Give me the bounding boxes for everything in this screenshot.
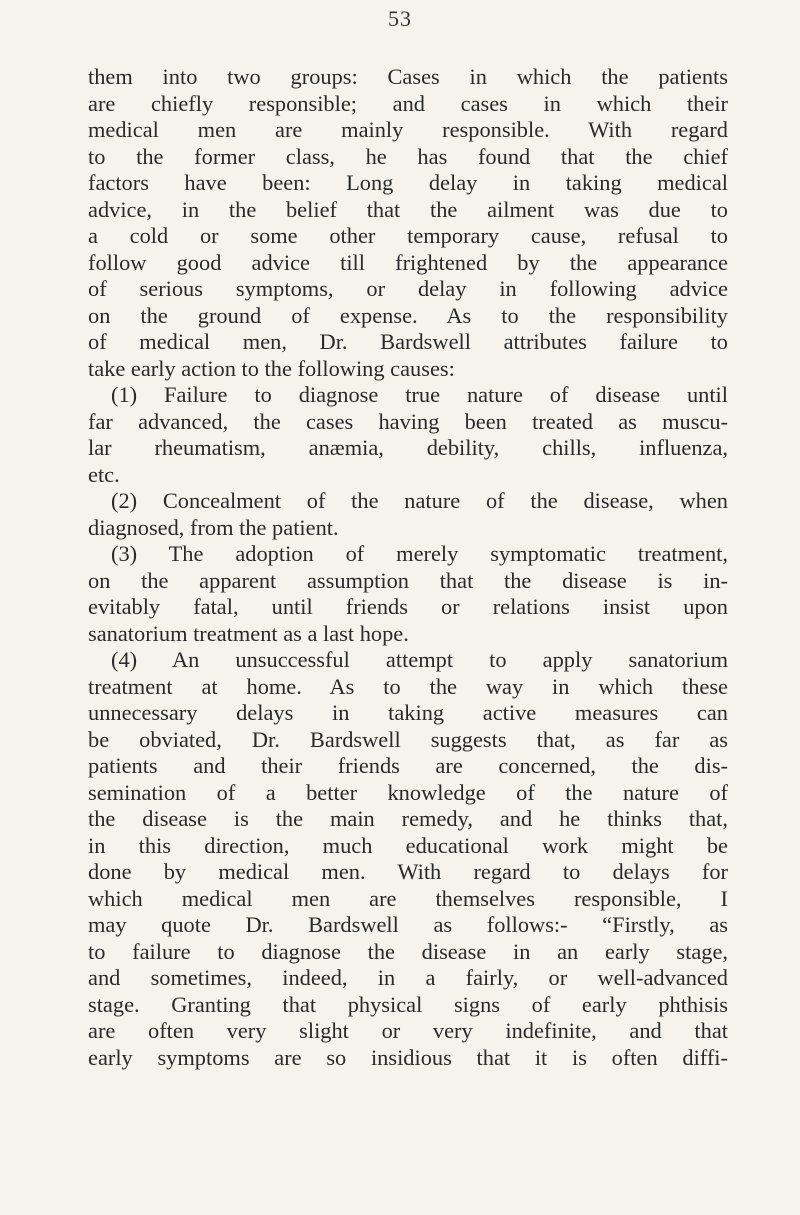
text-line: of serious symptoms, or delay in following advice [88,276,728,301]
text-line: done by medical men. With regard to delays for [88,859,728,884]
text-line: of medical men, Dr. Bardswell attributes failure to [88,329,728,354]
text-line: be obviated, Dr. Bardswell suggests that, as far as [88,726,728,752]
text-line: in this direction, much educational work might be [88,832,728,858]
text-line: patients and their friends are concerned, the dis- [88,753,728,778]
text-line: advice, in the belief that the ailment was due to [88,196,728,222]
text-line: semination of a better knowledge of the nature of [88,779,728,805]
text-line: diagnosed, from the patient. [88,514,339,540]
text-line: unnecessary delays in taking active measures can [88,700,728,725]
text-line: and sometimes, indeed, in a fairly, or well-advanced [88,965,728,990]
text-line: (2) Concealment of the nature of the disease, when [111,488,728,513]
text-line: medical men are mainly responsible. With regard [88,117,728,142]
text-line: factors have been: Long delay in taking medical [88,170,728,195]
text-line: take early action to the following causes: [88,355,455,381]
text-line: (3) The adoption of merely symptomatic treatment, [111,541,728,566]
text-line: are often very slight or very indefinite, and that [88,1018,728,1043]
text-line: stage. Granting that physical signs of early phthisis [88,991,728,1017]
text-line: (4) An unsuccessful attempt to apply sanatorium [111,647,728,672]
text-line: may quote Dr. Bardswell as follows:- “Firstly, as [88,912,728,937]
text-line: treatment at home. As to the way in which these [88,673,728,699]
text-line: lar rheumatism, anæmia, debility, chills, influenza, [88,435,728,460]
text-line: evitably fatal, until friends or relations insist upon [88,594,728,619]
text-line: sanatorium treatment as a last hope. [88,620,409,646]
text-line: follow good advice till frightened by the appearance [88,249,728,275]
text-line: are chiefly responsible; and cases in which their [88,90,728,116]
text-line: early symptoms are so insidious that it is often diffi- [88,1044,728,1070]
page-number: 53 [388,6,412,31]
text-line: etc. [88,461,120,487]
text-line: far advanced, the cases having been treated as muscu- [88,408,728,434]
body-text [88,64,728,1071]
text-line: to failure to diagnose the disease in an early stage, [88,938,728,964]
text-line: on the apparent assumption that the disease is in- [88,567,728,593]
text-line: the disease is the main remedy, and he thinks that, [88,806,728,831]
text-line: on the ground of expense. As to the responsibility [88,302,728,328]
text-line: a cold or some other temporary cause, refusal to [88,223,728,248]
text-line: them into two groups: Cases in which the patients [88,64,728,89]
text-line: to the former class, he has found that the chief [88,143,728,169]
text-line: (1) Failure to diagnose true nature of disease until [111,382,728,407]
text-line: which medical men are themselves responsible, I [88,885,728,911]
